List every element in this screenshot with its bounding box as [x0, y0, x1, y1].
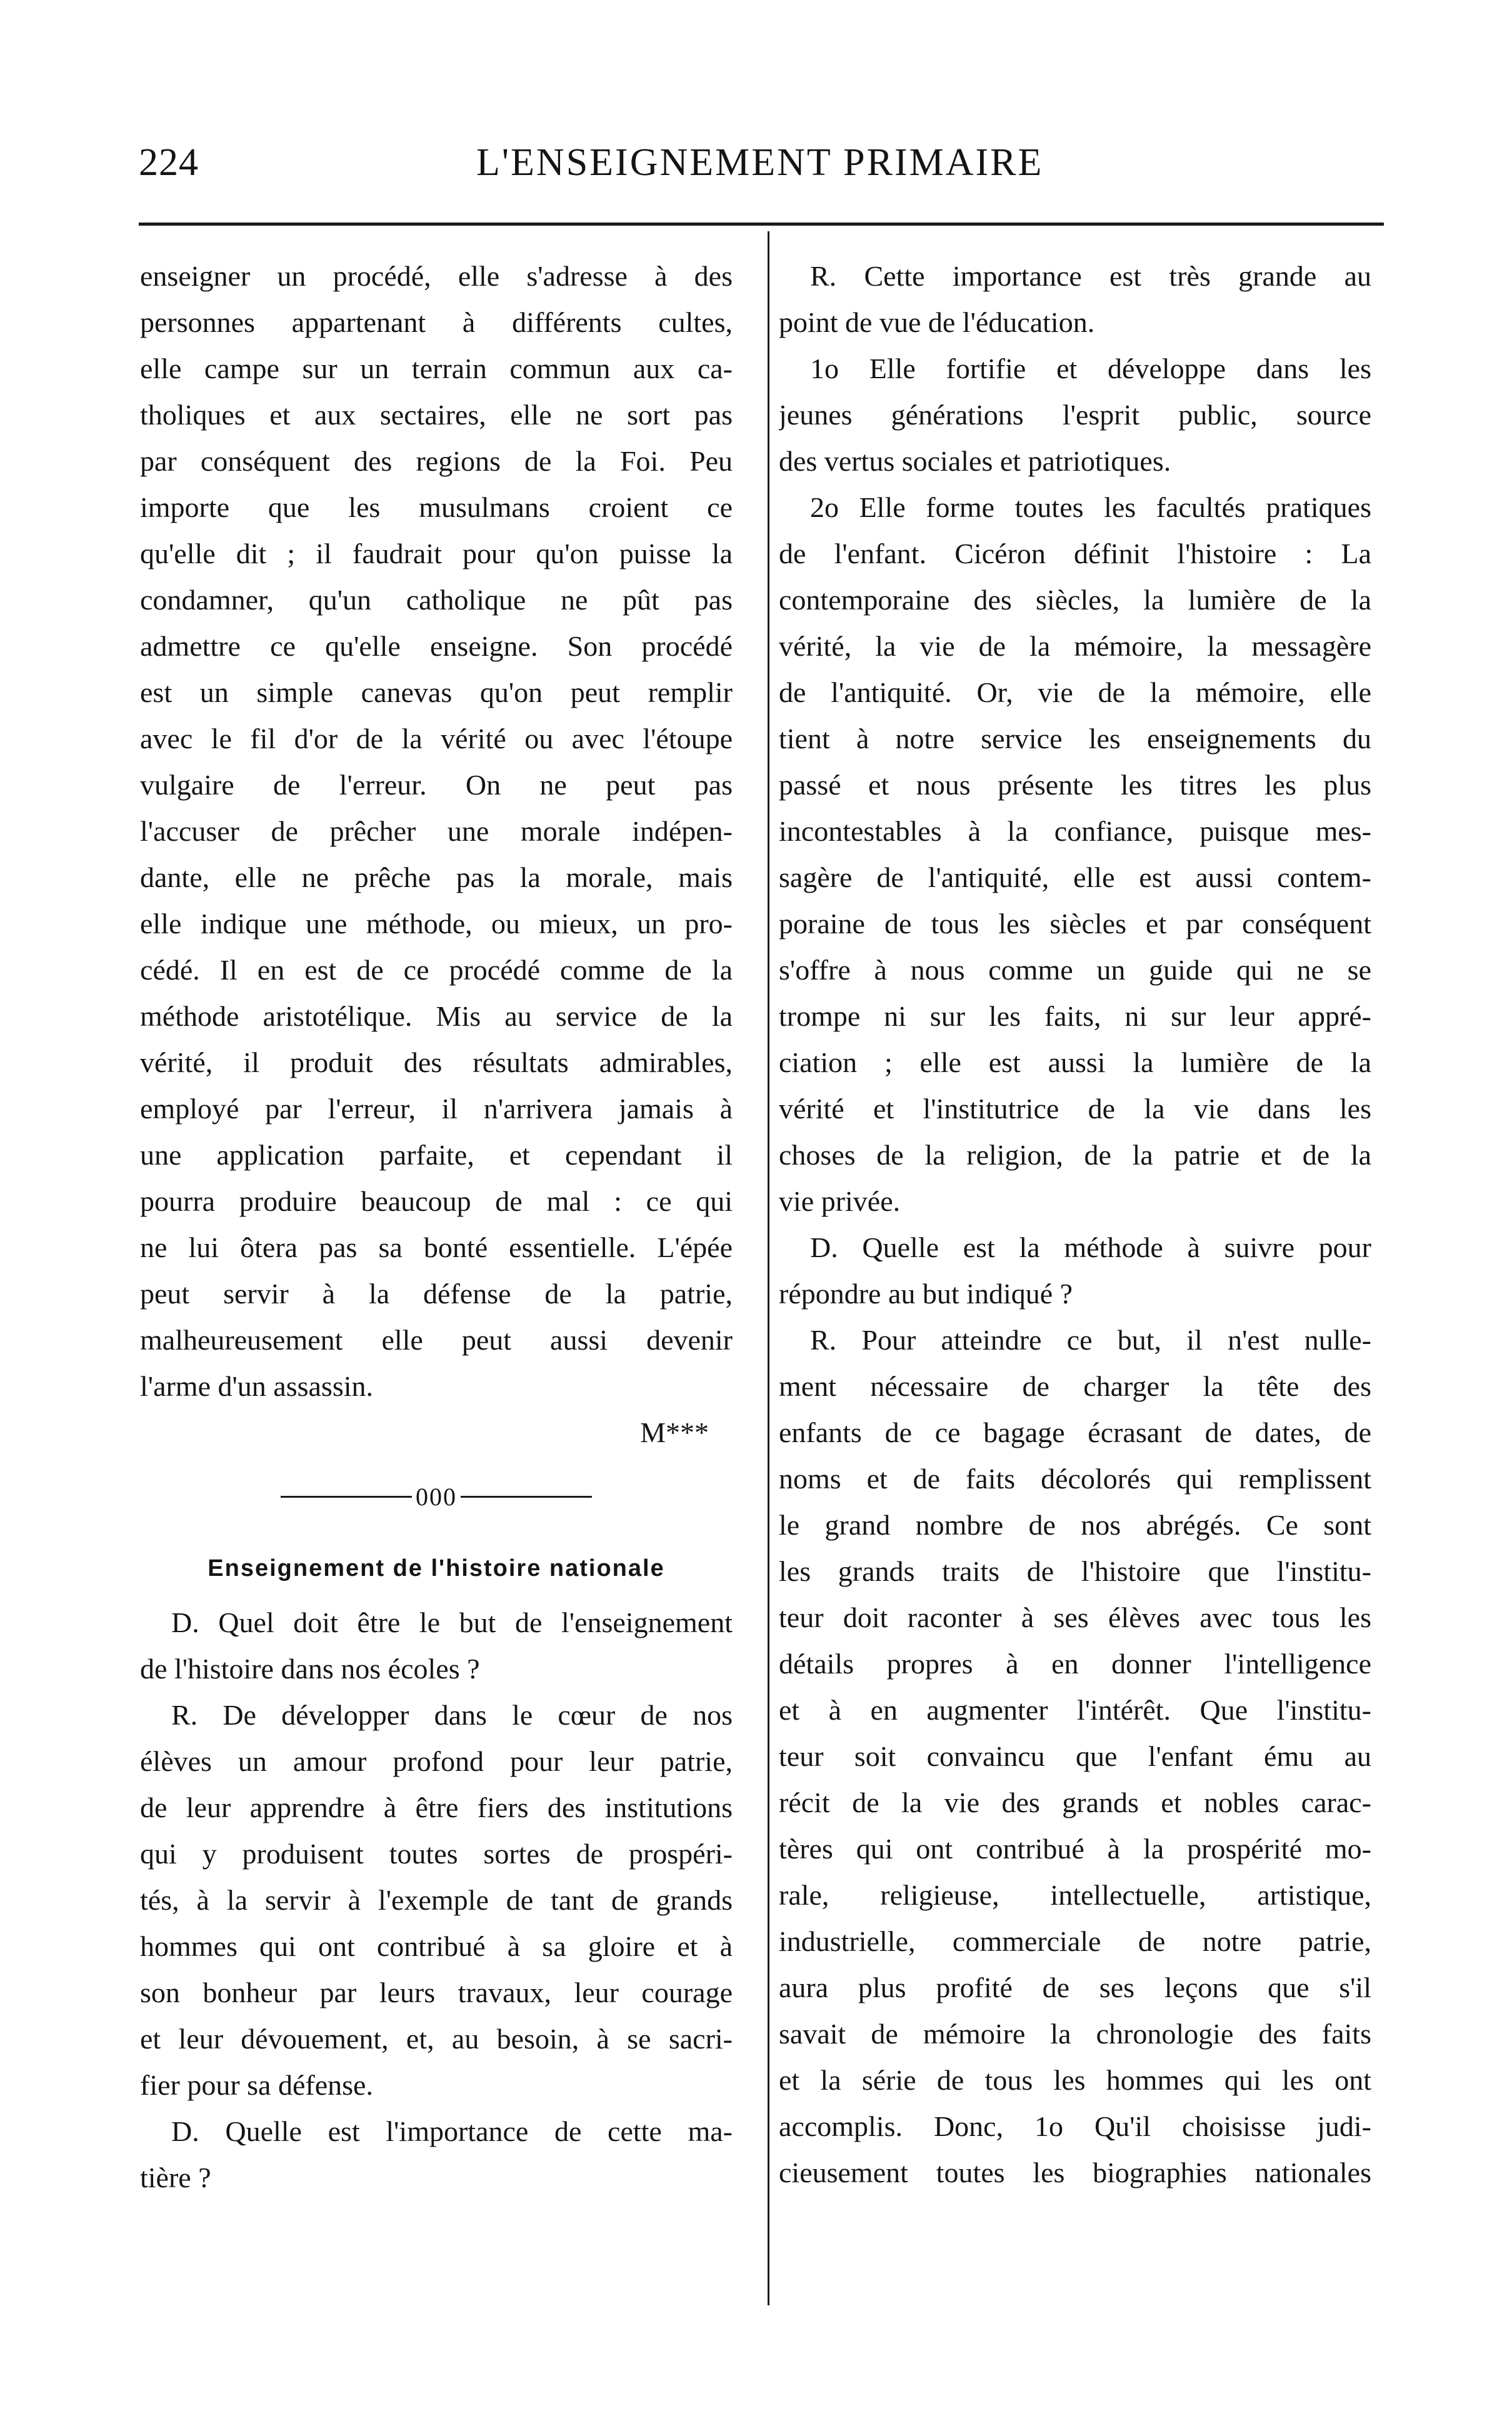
- text-line: tés, à la servir à l'exemple de tant de grands: [140, 1884, 733, 1916]
- text-line: et la série de tous les hommes qui les ont: [779, 2064, 1371, 2096]
- page-number: 224: [139, 141, 199, 184]
- text-line: dante, elle ne prêche pas la morale, mais: [140, 861, 733, 893]
- text-line: des vertus sociales et patriotiques.: [779, 445, 1171, 477]
- text-line: de leur apprendre à être fiers des institutions: [140, 1792, 733, 1823]
- text-line: condamner, qu'un catholique ne pût pas: [140, 584, 733, 616]
- text-line: admettre ce qu'elle enseigne. Son procédé: [140, 630, 733, 662]
- text-line: malheureusement elle peut aussi devenir: [140, 1324, 733, 1356]
- text-line: aura plus profité de ses leçons que s'il: [779, 1972, 1371, 2003]
- text-line: R. Pour atteindre ce but, il n'est nulle-: [810, 1324, 1371, 1356]
- text-line: D. Quelle est la méthode à suivre pour: [810, 1231, 1371, 1263]
- text-line: noms et de faits décolorés qui remplissent: [779, 1463, 1371, 1495]
- text-line: sagère de l'antiquité, elle est aussi contem-: [779, 861, 1371, 893]
- text-line: détails propres à en donner l'intelligence: [779, 1648, 1371, 1680]
- text-line: de l'enfant. Cicéron définit l'histoire : La: [779, 538, 1371, 569]
- text-line: tères qui ont contribué à la prospérité mo-: [779, 1833, 1371, 1865]
- header-rule: [139, 223, 1384, 226]
- text-line: trompe ni sur les faits, ni sur leur appré-: [779, 1000, 1371, 1032]
- text-line: D. Quelle est l'importance de cette ma-: [171, 2115, 733, 2147]
- text-line: hommes qui ont contribué à sa gloire et à: [140, 1930, 733, 1962]
- text-line: tière ?: [140, 2162, 211, 2193]
- text-line: vérité et l'institutrice de la vie dans les: [779, 1093, 1371, 1125]
- signature: M***: [640, 1416, 709, 1448]
- text-line: jeunes générations l'esprit public, source: [779, 399, 1371, 431]
- text-line: vulgaire de l'erreur. On ne peut pas: [140, 769, 733, 801]
- text-line: avec le fil d'or de la vérité ou avec l'étoupe: [140, 723, 733, 754]
- left-column-text: [140, 253, 733, 1410]
- text-line: choses de la religion, de la patrie et de la: [779, 1139, 1371, 1171]
- text-line: pourra produire beaucoup de mal : ce qui: [140, 1185, 733, 1217]
- section-separator: [140, 1456, 733, 1537]
- text-line: accomplis. Donc, 1o Qu'il choisisse judi-: [779, 2110, 1371, 2142]
- text-line: teur soit convaincu que l'enfant ému au: [779, 1740, 1371, 1772]
- text-line: tholiques et aux sectaires, elle ne sort pas: [140, 399, 733, 431]
- text-line: rale, religieuse, intellectuelle, artistique,: [779, 1879, 1371, 1911]
- text-line: et à en augmenter l'intérêt. Que l'institu-: [779, 1694, 1371, 1726]
- text-line: peut servir à la défense de la patrie,: [140, 1278, 733, 1310]
- text-line: contemporaine des siècles, la lumière de la: [779, 584, 1371, 616]
- text-line: cieusement toutes les biographies nationales: [779, 2157, 1371, 2188]
- text-line: qu'elle dit ; il faudrait pour qu'on puisse la: [140, 538, 733, 569]
- running-title: L'ENSEIGNEMENT PRIMAIRE: [476, 141, 1044, 184]
- text-line: et leur dévouement, et, au besoin, à se sacri-: [140, 2023, 733, 2055]
- text-line: R. Cette importance est très grande au: [810, 260, 1371, 292]
- text-line: s'offre à nous comme un guide qui ne se: [779, 954, 1371, 986]
- text-line: passé et nous présente les titres les plus: [779, 769, 1371, 801]
- text-line: ne lui ôtera pas sa bonté essentielle. L'épée: [140, 1231, 733, 1263]
- text-line: l'arme d'un assassin.: [140, 1370, 374, 1402]
- text-line: enfants de ce bagage écrasant de dates, de: [779, 1416, 1371, 1448]
- page-header: [139, 141, 1384, 197]
- text-line: les grands traits de l'histoire que l'institu-: [779, 1555, 1371, 1587]
- text-line: élèves un amour profond pour leur patrie,: [140, 1745, 733, 1777]
- separator-mark: 000: [416, 1482, 457, 1511]
- text-line: qui y produisent toutes sortes de prospéri-: [140, 1838, 733, 1870]
- text-line: elle indique une méthode, ou mieux, un pro-: [140, 908, 733, 940]
- text-line: cédé. Il en est de ce procédé comme de la: [140, 954, 733, 986]
- right-column-text: [779, 253, 1371, 2196]
- text-line: est un simple canevas qu'on peut remplir: [140, 676, 733, 708]
- text-line: employé par l'erreur, il n'arrivera jamais à: [140, 1093, 733, 1125]
- column-rule: [768, 231, 769, 2305]
- left-column-qa: [140, 1600, 733, 2201]
- left-column: [140, 253, 733, 2201]
- text-line: récit de la vie des grands et nobles carac-: [779, 1787, 1371, 1818]
- text-line: importe que les musulmans croient ce: [140, 491, 733, 523]
- text-line: personnes appartenant à différents cultes,: [140, 306, 733, 338]
- text-line: R. De développer dans le cœur de nos: [171, 1699, 733, 1731]
- text-line: 1o Elle fortifie et développe dans les: [810, 353, 1371, 384]
- text-line: elle campe sur un terrain commun aux ca-: [140, 353, 733, 384]
- text-line: enseigner un procédé, elle s'adresse à des: [140, 260, 733, 292]
- text-line: tient à notre service les enseignements du: [779, 723, 1371, 754]
- section-heading: Enseignement de l'histoire nationale: [208, 1555, 665, 1581]
- separator-dash-left: [281, 1496, 412, 1498]
- text-line: point de vue de l'éducation.: [779, 306, 1095, 338]
- text-line: de l'histoire dans nos écoles ?: [140, 1653, 480, 1685]
- text-line: par conséquent des regions de la Foi. Peu: [140, 445, 733, 477]
- text-line: ciation ; elle est aussi la lumière de la: [779, 1046, 1371, 1078]
- text-line: teur doit raconter à ses élèves avec tous les: [779, 1601, 1371, 1633]
- separator-dash-right: [461, 1496, 592, 1498]
- text-line: méthode aristotélique. Mis au service de la: [140, 1000, 733, 1032]
- text-line: D. Quel doit être le but de l'enseignement: [171, 1606, 733, 1638]
- text-line: vie privée.: [779, 1185, 901, 1217]
- text-line: 2o Elle forme toutes les facultés pratiques: [810, 491, 1371, 523]
- text-line: vérité, il produit des résultats admirables,: [140, 1046, 733, 1078]
- text-line: ment nécessaire de charger la tête des: [779, 1370, 1371, 1402]
- text-line: une application parfaite, et cependant il: [140, 1139, 733, 1171]
- text-line: fier pour sa défense.: [140, 2069, 373, 2101]
- text-line: répondre au but indiqué ?: [779, 1278, 1073, 1310]
- right-column: [779, 253, 1371, 2196]
- text-line: industrielle, commerciale de notre patrie,: [779, 1925, 1371, 1957]
- text-line: le grand nombre de nos abrégés. Ce sont: [779, 1509, 1371, 1541]
- text-line: vérité, la vie de la mémoire, la messagère: [779, 630, 1371, 662]
- text-line: l'accuser de prêcher une morale indépen-: [140, 815, 733, 847]
- text-line: de l'antiquité. Or, vie de la mémoire, elle: [779, 676, 1371, 708]
- text-line: son bonheur par leurs travaux, leur courage: [140, 1977, 733, 2008]
- text-line: incontestables à la confiance, puisque mes-: [779, 815, 1371, 847]
- text-line: poraine de tous les siècles et par conséquent: [779, 908, 1371, 940]
- text-line: savait de mémoire la chronologie des faits: [779, 2018, 1371, 2050]
